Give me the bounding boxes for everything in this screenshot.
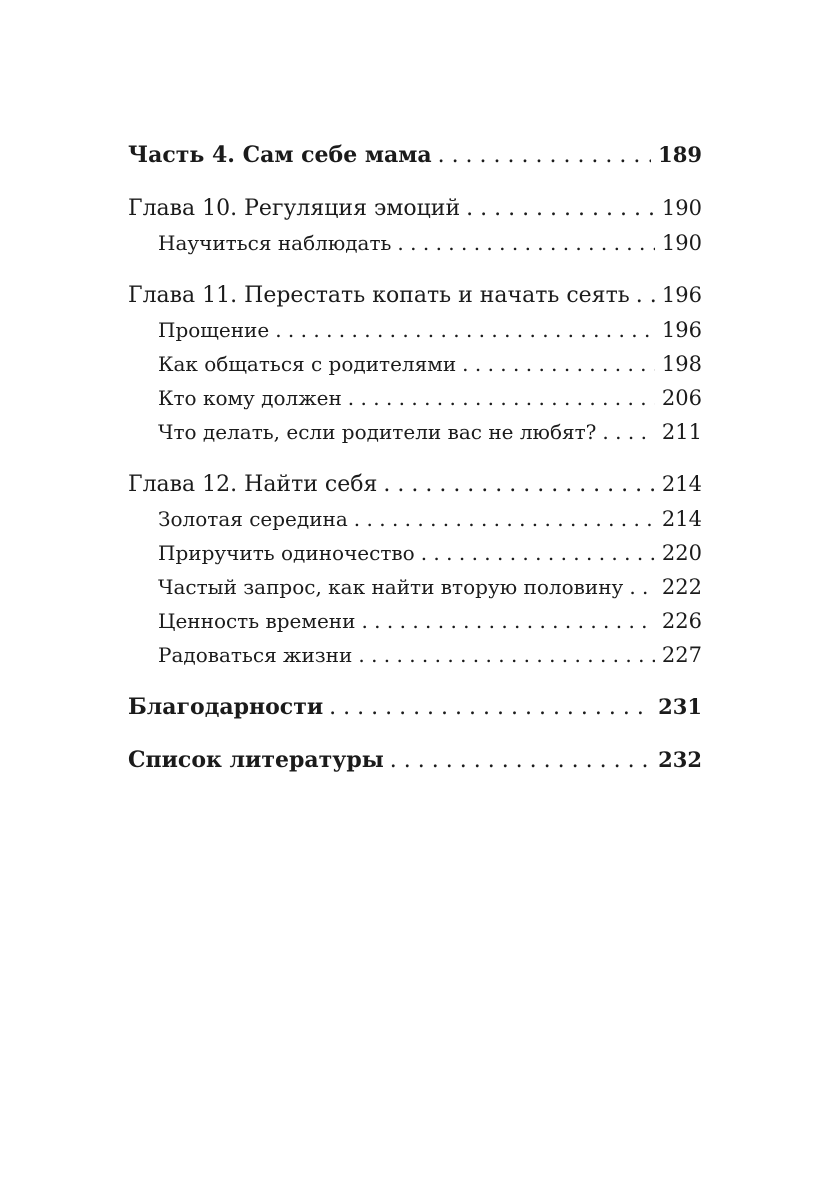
toc-entry-page: 214 <box>661 472 702 496</box>
toc-entry <box>128 467 702 502</box>
dot-leader <box>354 502 655 536</box>
toc-entry-page: 226 <box>661 609 702 633</box>
toc-entry <box>128 638 702 672</box>
dot-leader <box>275 313 655 347</box>
toc-entry <box>128 191 702 226</box>
toc-entry-label: Кто кому должен <box>158 386 342 410</box>
toc-entry-page: 214 <box>661 507 702 531</box>
toc-entry-label: Приручить одиночество <box>158 541 415 565</box>
toc-group <box>128 278 702 449</box>
toc-entry <box>128 502 702 536</box>
toc-entry-label: Как общаться с родителями <box>158 352 457 376</box>
toc-entry-page: 198 <box>661 352 702 376</box>
dot-leader <box>383 468 655 502</box>
toc-entry-page: 196 <box>661 318 702 342</box>
toc-entry <box>128 604 702 638</box>
toc-entry-page: 231 <box>658 694 702 719</box>
toc-entry-label: Радоваться жизни <box>158 643 353 667</box>
toc-entry-page: 190 <box>661 231 702 255</box>
toc-entry-label: Благодарности <box>128 694 324 720</box>
dot-leader <box>466 192 655 226</box>
toc-entry <box>128 536 702 570</box>
toc-entry-label: Научиться наблюдать <box>158 231 392 255</box>
toc-entry-page: 232 <box>658 747 702 772</box>
toc-entry-label: Глава 10. Регуляция эмоций <box>128 196 461 221</box>
toc-entry-page: 196 <box>661 283 702 307</box>
dot-leader <box>397 226 654 260</box>
toc-group <box>128 690 702 725</box>
toc-entry-label: Глава 11. Перестать копать и начать сеять <box>128 283 630 308</box>
toc-entry-label: Список литературы <box>128 747 384 773</box>
dot-leader <box>438 139 652 173</box>
dot-leader <box>329 691 651 725</box>
dot-leader <box>421 536 655 570</box>
toc-entry <box>128 690 702 725</box>
toc-group <box>128 191 702 260</box>
toc-entry-label: Золотая середина <box>158 507 348 531</box>
toc-entry-page: 190 <box>661 196 702 220</box>
toc-entry-label: Часть 4. Сам себе мама <box>128 142 432 168</box>
toc-list <box>128 138 702 778</box>
dot-leader <box>636 279 655 313</box>
toc-entry-label: Частый запрос, как найти вторую половину <box>158 575 624 599</box>
toc-entry <box>128 570 702 604</box>
toc-entry-label: Глава 12. Найти себя <box>128 472 378 497</box>
dot-leader <box>358 638 655 672</box>
dot-leader <box>361 604 654 638</box>
toc-entry <box>128 138 702 173</box>
toc-group <box>128 743 702 778</box>
toc-entry-label: Что делать, если родители вас не любят? <box>158 420 597 444</box>
toc-entry-page: 222 <box>661 575 702 599</box>
toc-entry-page: 206 <box>661 386 702 410</box>
dot-leader <box>462 347 655 381</box>
toc-entry <box>128 743 702 778</box>
dot-leader <box>348 381 655 415</box>
toc-entry <box>128 347 702 381</box>
toc-entry <box>128 226 702 260</box>
dot-leader <box>602 415 654 449</box>
toc-entry-label: Ценность времени <box>158 609 356 633</box>
toc-group <box>128 467 702 672</box>
toc-entry-page: 227 <box>661 643 702 667</box>
toc-entry <box>128 278 702 313</box>
toc-entry <box>128 313 702 347</box>
toc-entry-label: Прощение <box>158 318 270 342</box>
toc-entry-page: 189 <box>658 142 702 167</box>
dot-leader <box>629 570 655 604</box>
toc-entry-page: 211 <box>661 420 702 444</box>
toc-entry <box>128 381 702 415</box>
toc-group <box>128 138 702 173</box>
dot-leader <box>390 744 651 778</box>
toc-entry <box>128 415 702 449</box>
toc-entry-page: 220 <box>661 541 702 565</box>
